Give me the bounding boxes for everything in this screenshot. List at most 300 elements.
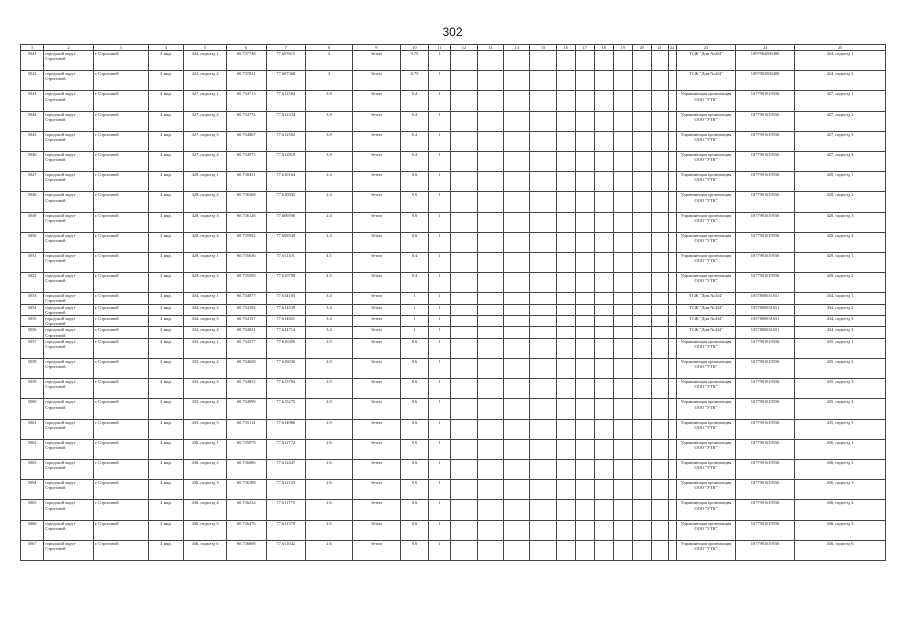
cell-n: 5042 xyxy=(21,71,44,91)
cell-empty xyxy=(613,111,632,131)
cell-empty xyxy=(451,379,477,399)
cell-empty xyxy=(477,232,503,252)
cell-empty xyxy=(575,338,594,358)
cell-lon: 77.611775 xyxy=(266,500,305,520)
cell-vol: 0.4 xyxy=(400,273,428,293)
cell-empty xyxy=(530,111,556,131)
cell-inn: 1077901619556 xyxy=(736,192,795,212)
cell-empty xyxy=(504,500,530,520)
cell-empty xyxy=(668,71,676,91)
cell-empty xyxy=(575,71,594,91)
cell-inn: 1077901619556 xyxy=(736,252,795,272)
cell-addr: 428, подъезд 2 xyxy=(184,192,226,212)
cell-empty xyxy=(613,293,632,304)
cell-empty xyxy=(504,273,530,293)
cell-vol: 0.6 xyxy=(400,500,428,520)
cell-type: бетон xyxy=(353,540,400,560)
cell-settlement: г. Строгиной xyxy=(93,293,148,304)
cell-empty xyxy=(575,273,594,293)
cell-lat: 60.734852 xyxy=(226,379,266,399)
cell-type: бетон xyxy=(353,131,400,151)
cell-empty xyxy=(575,460,594,480)
cell-empty xyxy=(668,304,676,315)
cell-place: 427, подъезд 4 xyxy=(795,151,886,171)
cell-empty xyxy=(668,172,676,192)
cell-settlement: г. Строгиной xyxy=(93,379,148,399)
cell-n: 5051 xyxy=(21,252,44,272)
cell-empty xyxy=(613,71,632,91)
cell-type: бетон xyxy=(353,419,400,439)
cell-empty xyxy=(668,232,676,252)
cell-empty xyxy=(451,480,477,500)
cell-empty xyxy=(613,419,632,439)
cell-empty xyxy=(632,151,651,171)
cell-qty: 1 xyxy=(429,151,451,171)
cell-street: 4 мкр. xyxy=(148,293,184,304)
cell-place: 429, подъезд 2 xyxy=(795,273,886,293)
cell-empty xyxy=(556,439,575,459)
cell-empty xyxy=(594,293,613,304)
cell-empty xyxy=(556,399,575,419)
cell-empty xyxy=(651,151,668,171)
cell-district: городской округ Строгиной xyxy=(44,252,94,272)
table-row xyxy=(21,91,886,111)
cell-lat: 60.736476 xyxy=(226,520,266,540)
cell-district: городской округ Строгиной xyxy=(44,460,94,480)
cell-inn: 1057800031651 xyxy=(736,304,795,315)
column-number-cell: 15 xyxy=(530,45,556,51)
cell-street: 4 мкр. xyxy=(148,480,184,500)
cell-org: ТСЖ "Дом №424" xyxy=(676,71,735,91)
cell-lon: 77.607368 xyxy=(266,71,305,91)
cell-empty xyxy=(477,192,503,212)
cell-street: 4 мкр. xyxy=(148,51,184,71)
cell-empty xyxy=(613,379,632,399)
cell-empty xyxy=(451,293,477,304)
cell-empty xyxy=(668,500,676,520)
cell-org: ТСЖ "Дом №424" xyxy=(676,51,735,71)
cell-empty xyxy=(575,232,594,252)
cell-district: городской округ Строгиной xyxy=(44,151,94,171)
cell-empty xyxy=(556,51,575,71)
cell-empty xyxy=(451,439,477,459)
cell-district: городской округ Строгиной xyxy=(44,500,94,520)
cell-district: городской округ Строгиной xyxy=(44,540,94,560)
cell-addr: 427, подъезд 2 xyxy=(184,111,226,131)
cell-empty xyxy=(504,379,530,399)
cell-empty xyxy=(504,293,530,304)
cell-area: 3.8 xyxy=(305,91,352,111)
cell-area: 4.5 xyxy=(305,252,352,272)
cell-empty xyxy=(451,131,477,151)
cell-inn: 1077901619556 xyxy=(736,359,795,379)
cell-qty: 1 xyxy=(429,327,451,338)
cell-lat: 60.736234 xyxy=(226,500,266,520)
cell-lat: 60.734774 xyxy=(226,111,266,131)
cell-empty xyxy=(451,71,477,91)
cell-empty xyxy=(651,111,668,131)
cell-empty xyxy=(530,212,556,232)
cell-n: 5049 xyxy=(21,212,44,232)
cell-district: городской округ Строгиной xyxy=(44,480,94,500)
cell-empty xyxy=(594,192,613,212)
table-row xyxy=(21,71,886,91)
cell-place: 424, подъезд 2 xyxy=(795,71,886,91)
table-row xyxy=(21,273,886,293)
cell-place: 428, подъезд 1 xyxy=(795,172,886,192)
cell-street: 4 мкр. xyxy=(148,540,184,560)
cell-lon: 77.610164 xyxy=(266,172,305,192)
cell-empty xyxy=(530,273,556,293)
cell-empty xyxy=(632,327,651,338)
table-row xyxy=(21,252,886,272)
cell-type: бетон xyxy=(353,252,400,272)
column-number-cell: 3 xyxy=(93,45,148,51)
cell-n: 5047 xyxy=(21,172,44,192)
cell-inn: 1057800031651 xyxy=(736,327,795,338)
cell-empty xyxy=(632,111,651,131)
table-row xyxy=(21,172,886,192)
cell-empty xyxy=(632,460,651,480)
cell-empty xyxy=(451,316,477,327)
cell-empty xyxy=(668,252,676,272)
cell-addr: 436, подъезд 4 xyxy=(184,500,226,520)
cell-empty xyxy=(594,379,613,399)
cell-lat: 60.734975 xyxy=(226,151,266,171)
cell-empty xyxy=(504,131,530,151)
cell-empty xyxy=(575,192,594,212)
cell-street: 4 мкр. xyxy=(148,500,184,520)
cell-n: 5067 xyxy=(21,540,44,560)
cell-addr: 436, подъезд 1 xyxy=(184,439,226,459)
cell-addr: 435, подъезд 3 xyxy=(184,379,226,399)
cell-empty xyxy=(632,316,651,327)
cell-street: 4 мкр. xyxy=(148,192,184,212)
cell-settlement: г. Строгиной xyxy=(93,172,148,192)
cell-addr: 427, подъезд 3 xyxy=(184,131,226,151)
cell-place: 428, подъезд 2 xyxy=(795,192,886,212)
cell-empty xyxy=(668,359,676,379)
cell-empty xyxy=(613,212,632,232)
table-row xyxy=(21,460,886,480)
cell-settlement: г. Строгиной xyxy=(93,131,148,151)
cell-lon: 77.614714 xyxy=(266,327,305,338)
cell-inn: 1077901619556 xyxy=(736,91,795,111)
cell-empty xyxy=(556,212,575,232)
table-row xyxy=(21,316,886,327)
cell-empty xyxy=(632,359,651,379)
cell-vol: 1 xyxy=(400,304,428,315)
cell-lon: 77.612772 xyxy=(266,439,305,459)
cell-empty xyxy=(575,480,594,500)
cell-type: бетон xyxy=(353,520,400,540)
cell-empty xyxy=(575,91,594,111)
cell-qty: 1 xyxy=(429,460,451,480)
cell-addr: 436, подъезд 6 xyxy=(184,540,226,560)
cell-place: 434, подъезд 4 xyxy=(795,327,886,338)
cell-qty: 1 xyxy=(429,51,451,71)
cell-inn: 1077901619556 xyxy=(736,419,795,439)
cell-org: Управляющая организация ООО "УТК" xyxy=(676,460,735,480)
cell-district: городской округ Строгиной xyxy=(44,304,94,315)
cell-empty xyxy=(504,172,530,192)
cell-lon: 77.612819 xyxy=(266,151,305,171)
cell-place: 435, подъезд 3 xyxy=(795,379,886,399)
cell-empty xyxy=(651,232,668,252)
cell-empty xyxy=(504,232,530,252)
cell-empty xyxy=(594,520,613,540)
cell-district: городской округ Строгиной xyxy=(44,232,94,252)
cell-n: 5054 xyxy=(21,304,44,315)
cell-qty: 1 xyxy=(429,172,451,192)
cell-street: 4 мкр. xyxy=(148,338,184,358)
cell-district: городской округ Строгиной xyxy=(44,273,94,293)
cell-empty xyxy=(530,379,556,399)
cell-org: ТСЖ "Дом №434" xyxy=(676,316,735,327)
cell-lon: 77.614539 xyxy=(266,304,305,315)
cell-n: 5053 xyxy=(21,293,44,304)
cell-area: 2.6 xyxy=(305,439,352,459)
cell-district: городской округ Строгиной xyxy=(44,439,94,459)
cell-empty xyxy=(451,500,477,520)
cell-addr: 435, подъезд 4 xyxy=(184,399,226,419)
cell-empty xyxy=(575,379,594,399)
cell-lat: 60.737748 xyxy=(226,51,266,71)
cell-addr: 428, подъезд 3 xyxy=(184,212,226,232)
cell-empty xyxy=(504,252,530,272)
cell-empty xyxy=(651,327,668,338)
cell-area: 2.6 xyxy=(305,500,352,520)
cell-lat: 60.736368 xyxy=(226,192,266,212)
cell-lon: 77.612125 xyxy=(266,480,305,500)
cell-addr: 427, подъезд 4 xyxy=(184,151,226,171)
cell-settlement: г. Строгиной xyxy=(93,151,148,171)
cell-addr: 436, подъезд 5 xyxy=(184,520,226,540)
cell-empty xyxy=(504,71,530,91)
table-row xyxy=(21,304,886,315)
cell-lon: 77.612447 xyxy=(266,460,305,480)
cell-empty xyxy=(613,232,632,252)
cell-empty xyxy=(477,480,503,500)
cell-empty xyxy=(556,192,575,212)
cell-empty xyxy=(651,71,668,91)
cell-org: Управляющая организация ООО "УТК" xyxy=(676,500,735,520)
cell-empty xyxy=(613,359,632,379)
cell-lat: 60.734077 xyxy=(226,293,266,304)
cell-place: 429, подъезд 1 xyxy=(795,252,886,272)
cell-type: бетон xyxy=(353,500,400,520)
cell-type: бетон xyxy=(353,338,400,358)
cell-empty xyxy=(530,480,556,500)
cell-settlement: г. Строгиной xyxy=(93,338,148,358)
cell-vol: 0.6 xyxy=(400,520,428,540)
cell-lon: 77.611101 xyxy=(266,252,305,272)
column-number-cell: 6 xyxy=(226,45,266,51)
cell-empty xyxy=(477,359,503,379)
cell-empty xyxy=(504,151,530,171)
table-row xyxy=(21,419,886,439)
cell-qty: 1 xyxy=(429,192,451,212)
cell-n: 5045 xyxy=(21,131,44,151)
column-number-cell: 12 xyxy=(451,45,477,51)
cell-empty xyxy=(530,316,556,327)
cell-empty xyxy=(530,91,556,111)
cell-district: городской округ Строгиной xyxy=(44,131,94,151)
cell-vol: 0.6 xyxy=(400,212,428,232)
table-row xyxy=(21,131,886,151)
cell-place: 436, подъезд 2 xyxy=(795,460,886,480)
cell-empty xyxy=(632,379,651,399)
cell-lat: 60.736188 xyxy=(226,480,266,500)
cell-inn: 1077901619556 xyxy=(736,111,795,131)
cell-qty: 1 xyxy=(429,439,451,459)
cell-district: городской округ Строгиной xyxy=(44,399,94,419)
cell-type: бетон xyxy=(353,273,400,293)
cell-empty xyxy=(668,379,676,399)
cell-empty xyxy=(530,151,556,171)
cell-vol: 0.4 xyxy=(400,252,428,272)
cell-empty xyxy=(613,91,632,111)
cell-empty xyxy=(632,71,651,91)
cell-empty xyxy=(651,304,668,315)
cell-empty xyxy=(530,500,556,520)
cell-inn: 1077901619556 xyxy=(736,151,795,171)
cell-area: 3.8 xyxy=(305,111,352,131)
table-row xyxy=(21,232,886,252)
cell-lon: 77.611042 xyxy=(266,540,305,560)
cell-addr: 424, подъезд 1 xyxy=(184,51,226,71)
cell-qty: 1 xyxy=(429,212,451,232)
cell-empty xyxy=(504,304,530,315)
cell-empty xyxy=(632,399,651,419)
cell-empty xyxy=(632,131,651,151)
cell-empty xyxy=(668,480,676,500)
cell-settlement: г. Строгиной xyxy=(93,212,148,232)
cell-type: бетон xyxy=(353,439,400,459)
cell-qty: 1 xyxy=(429,520,451,540)
cell-place: 434, подъезд 1 xyxy=(795,293,886,304)
cell-inn: 1077901619556 xyxy=(736,212,795,232)
cell-empty xyxy=(613,252,632,272)
column-number-cell: 22 xyxy=(668,45,676,51)
cell-lat: 60.734031 xyxy=(226,327,266,338)
cell-empty xyxy=(504,460,530,480)
cell-lat: 60.737831 xyxy=(226,71,266,91)
cell-addr: 427, подъезд 1 xyxy=(184,91,226,111)
cell-empty xyxy=(594,359,613,379)
cell-settlement: г. Строгиной xyxy=(93,359,148,379)
cell-org: Управляющая организация ООО "УТК" xyxy=(676,359,735,379)
cell-empty xyxy=(613,460,632,480)
cell-empty xyxy=(556,419,575,439)
cell-addr: 428, подъезд 1 xyxy=(184,172,226,192)
cell-empty xyxy=(632,439,651,459)
table-row xyxy=(21,399,886,419)
cell-org: Управляющая организация ООО "УТК" xyxy=(676,172,735,192)
cell-lat: 60.735992 xyxy=(226,232,266,252)
cell-empty xyxy=(477,379,503,399)
cell-org: Управляющая организация ООО "УТК" xyxy=(676,520,735,540)
cell-lat: 60.736126 xyxy=(226,212,266,232)
cell-inn: 1077901619556 xyxy=(736,232,795,252)
cell-empty xyxy=(613,439,632,459)
cell-lat: 60.735509 xyxy=(226,273,266,293)
cell-vol: 0.4 xyxy=(400,131,428,151)
cell-street: 4 мкр. xyxy=(148,419,184,439)
cell-street: 4 мкр. xyxy=(148,439,184,459)
cell-lat: 60.734137 xyxy=(226,316,266,327)
cell-empty xyxy=(594,212,613,232)
cell-empty xyxy=(632,500,651,520)
cell-street: 4 мкр. xyxy=(148,131,184,151)
cell-vol: 1 xyxy=(400,293,428,304)
cell-type: бетон xyxy=(353,192,400,212)
cell-type: бетон xyxy=(353,379,400,399)
cell-vol: 0.75 xyxy=(400,71,428,91)
cell-org: Управляющая организация ООО "УТК" xyxy=(676,111,735,131)
cell-lon: 77.612584 xyxy=(266,91,305,111)
column-number-cell: 14 xyxy=(504,45,530,51)
cell-empty xyxy=(613,151,632,171)
cell-settlement: г. Строгиной xyxy=(93,419,148,439)
cell-settlement: г. Строгиной xyxy=(93,520,148,540)
cell-addr: 435, подъезд 2 xyxy=(184,359,226,379)
cell-empty xyxy=(451,232,477,252)
cell-inn: 1077901619556 xyxy=(736,172,795,192)
cell-empty xyxy=(477,304,503,315)
cell-area: 3.8 xyxy=(305,151,352,171)
cell-area: 2.4 xyxy=(305,172,352,192)
cell-empty xyxy=(651,399,668,419)
cell-street: 4 мкр. xyxy=(148,91,184,111)
cell-empty xyxy=(451,327,477,338)
cell-district: городской округ Строгиной xyxy=(44,338,94,358)
cell-n: 5064 xyxy=(21,480,44,500)
cell-vol: 0.4 xyxy=(400,151,428,171)
cell-org: Управляющая организация ООО "УТК" xyxy=(676,399,735,419)
cell-empty xyxy=(556,293,575,304)
cell-lon: 77.609549 xyxy=(266,232,305,252)
cell-settlement: г. Строгиной xyxy=(93,91,148,111)
cell-lat: 60.734658 xyxy=(226,359,266,379)
cell-empty xyxy=(594,91,613,111)
cell-empty xyxy=(668,460,676,480)
cell-district: городской округ Строгиной xyxy=(44,172,94,192)
cell-area: 3.4 xyxy=(305,293,352,304)
cell-empty xyxy=(451,399,477,419)
cell-empty xyxy=(613,131,632,151)
cell-n: 5055 xyxy=(21,316,44,327)
cell-empty xyxy=(594,172,613,192)
cell-org: Управляющая организация ООО "УТК" xyxy=(676,379,735,399)
cell-place: 427, подъезд 2 xyxy=(795,111,886,131)
cell-district: городской округ Строгиной xyxy=(44,111,94,131)
cell-place: 436, подъезд 1 xyxy=(795,439,886,459)
cell-empty xyxy=(504,439,530,459)
cell-empty xyxy=(477,273,503,293)
cell-empty xyxy=(477,51,503,71)
cell-empty xyxy=(530,540,556,560)
cell-empty xyxy=(556,252,575,272)
cell-type: бетон xyxy=(353,480,400,500)
cell-place: 427, подъезд 1 xyxy=(795,91,886,111)
cell-empty xyxy=(651,359,668,379)
cell-org: Управляющая организация ООО "УТК" xyxy=(676,192,735,212)
column-number-cell: 9 xyxy=(353,45,400,51)
cell-org: Управляющая организация ООО "УТК" xyxy=(676,480,735,500)
cell-empty xyxy=(668,51,676,71)
cell-qty: 1 xyxy=(429,480,451,500)
